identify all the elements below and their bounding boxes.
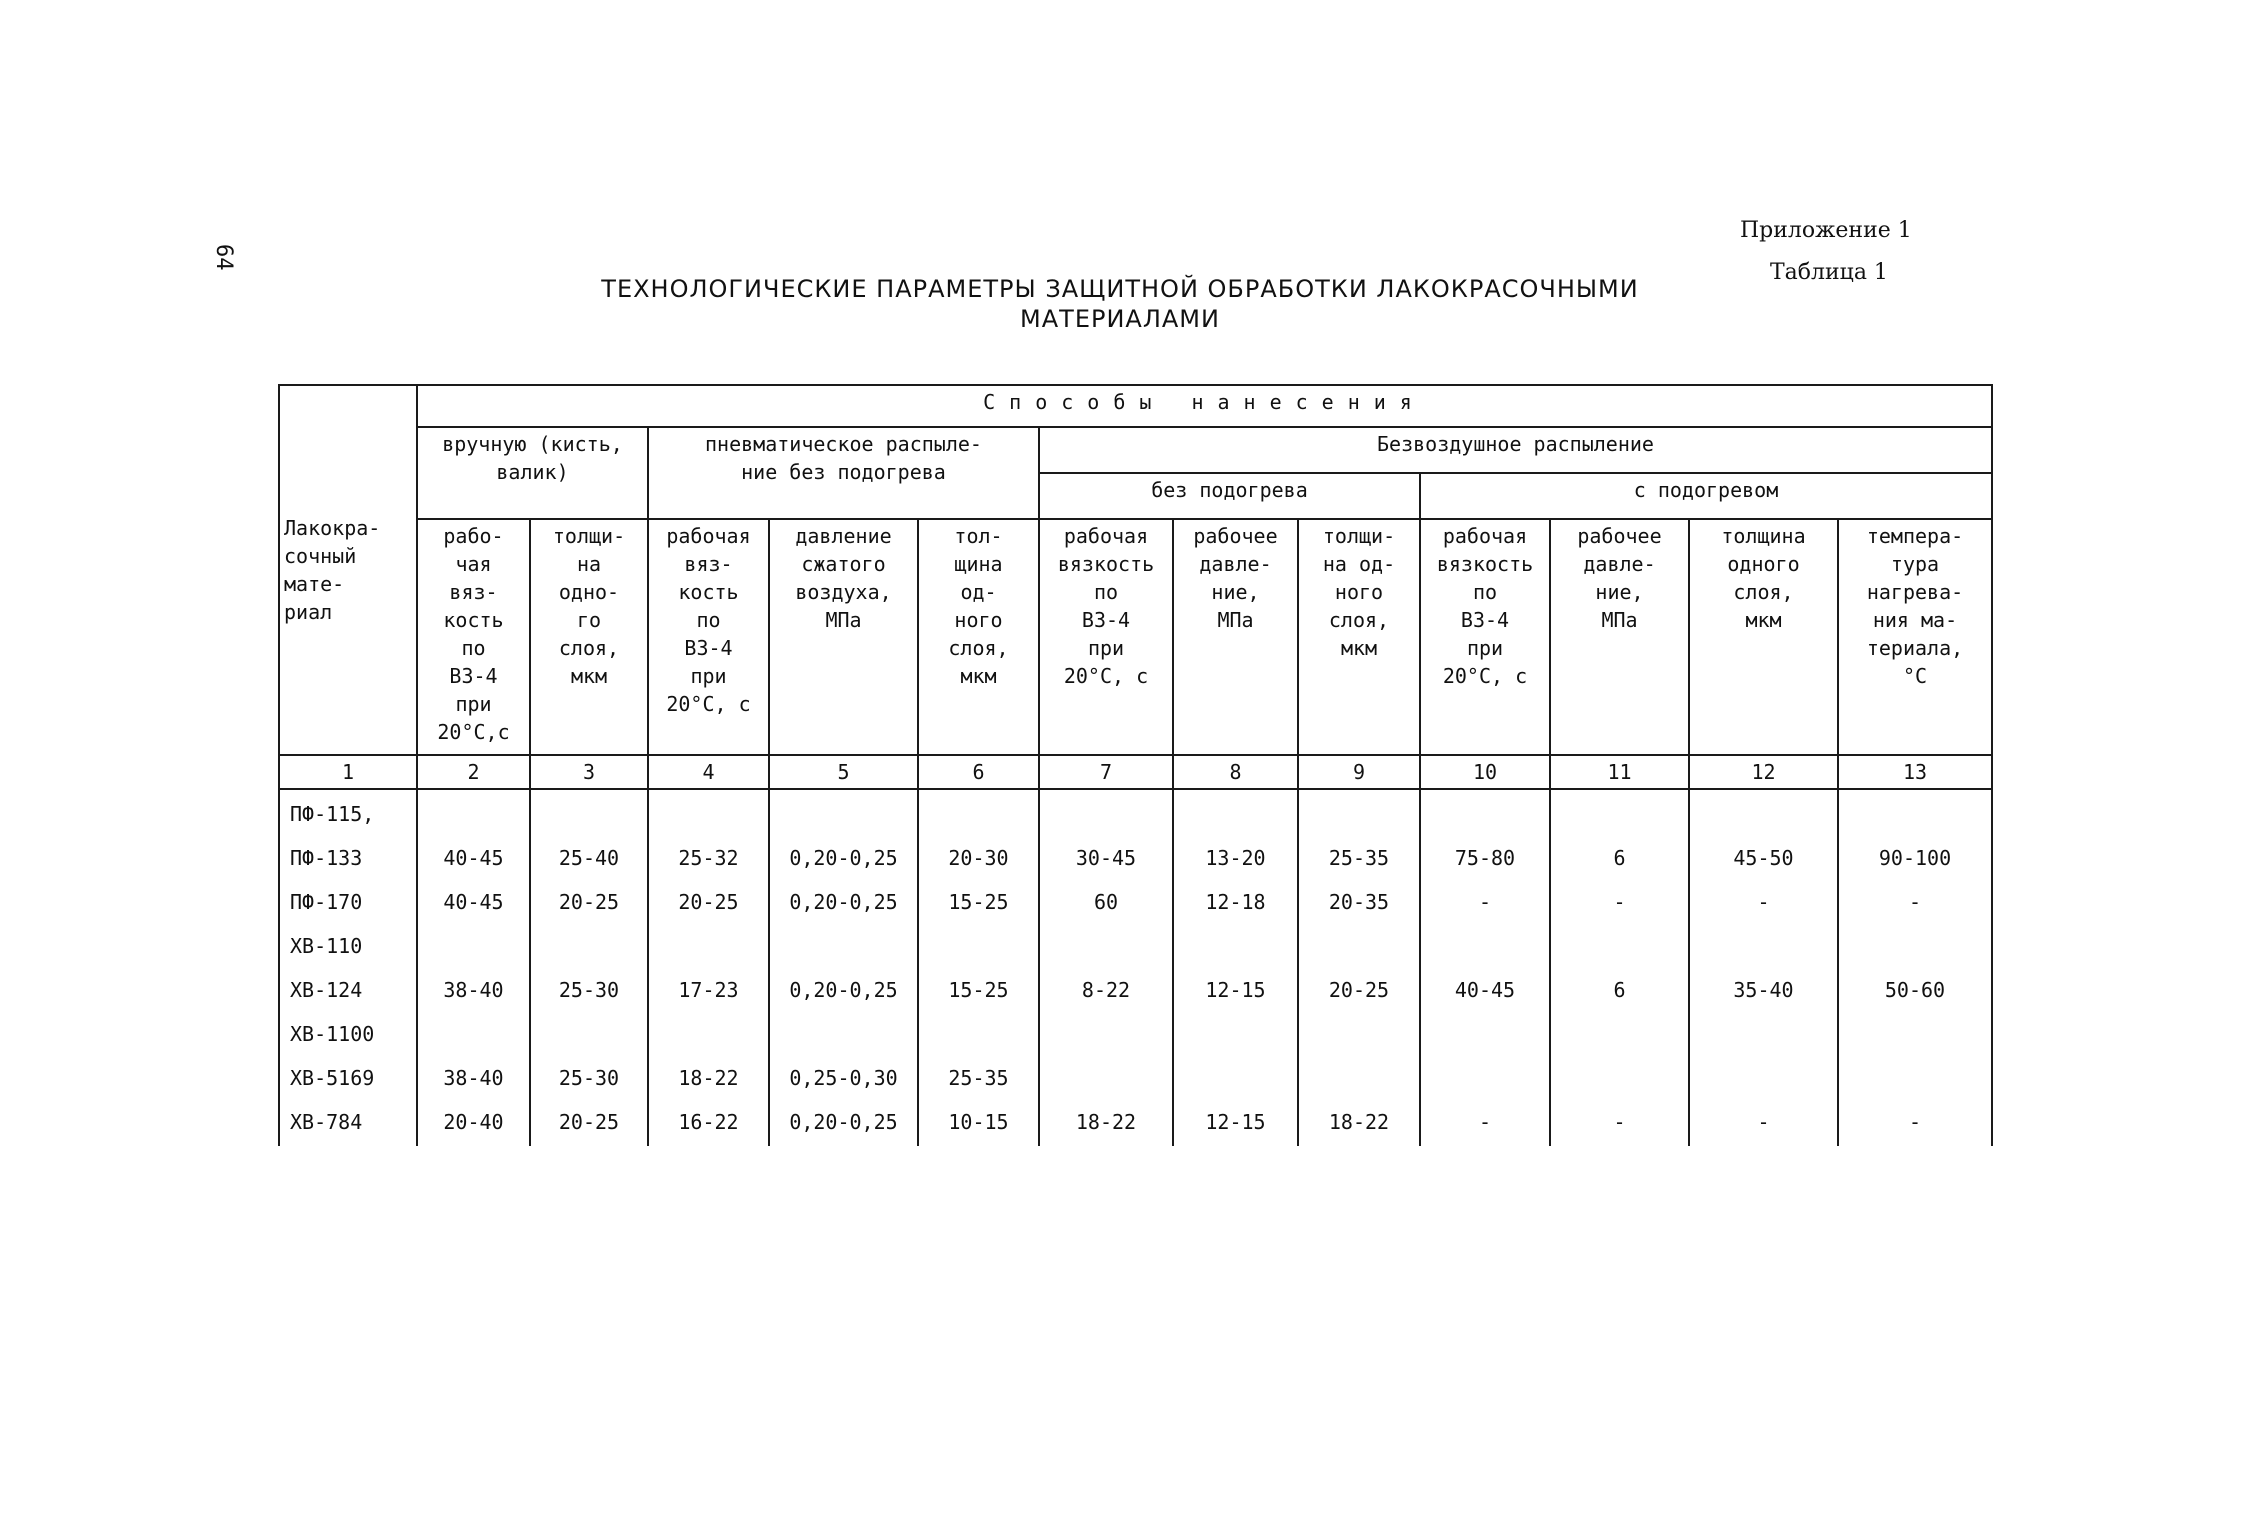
table-cell: 18-22 bbox=[1075, 1110, 1137, 1134]
table-cell bbox=[1555, 1056, 1684, 1100]
table-cell: - bbox=[1478, 890, 1492, 914]
table-label: Таблица 1 bbox=[1770, 260, 1888, 285]
with-heating-header: с подогревом bbox=[1420, 473, 1992, 519]
table-cell: - bbox=[1478, 1110, 1492, 1134]
value-column-6 bbox=[918, 789, 1039, 1146]
table-cell: - bbox=[1613, 890, 1626, 914]
table-cell: 17-23 bbox=[678, 978, 739, 1002]
table-cell: 8-22 bbox=[1081, 978, 1131, 1002]
page-title: ТЕХНОЛОГИЧЕСКИЕ ПАРАМЕТРЫ ЗАЩИТНОЙ ОБРАБОТКИ ЛАКОКРАСОЧНЫМИ МАТЕРИАЛАМИ bbox=[601, 275, 1639, 333]
appendix-label: Приложение 1 bbox=[1740, 218, 1912, 243]
table-cell bbox=[1303, 1056, 1415, 1100]
value-column-3 bbox=[530, 789, 648, 1146]
value-column-9 bbox=[1298, 789, 1420, 1146]
table-cell: 40-45 bbox=[443, 890, 504, 914]
table-cell: - bbox=[1613, 1110, 1626, 1134]
table-cell: - bbox=[1757, 1110, 1770, 1134]
methods-header: Способы нанесения bbox=[417, 385, 1992, 427]
table-cell bbox=[1425, 1056, 1545, 1100]
table-cell: 12-15 bbox=[1205, 978, 1266, 1002]
table-cell: 25-40 bbox=[558, 846, 620, 870]
parameters-table bbox=[278, 384, 1993, 1146]
column-header-7: рабочая вязкость по ВЗ-4 при 20°С, с bbox=[1039, 519, 1173, 755]
column-header-9: толщи- на од- ного слоя, мкм bbox=[1298, 519, 1420, 755]
value-column-5 bbox=[769, 789, 918, 1146]
column-number: 5 bbox=[769, 755, 918, 789]
column-number: 7 bbox=[1039, 755, 1173, 789]
value-column-10 bbox=[1420, 789, 1550, 1146]
table-cell: 0,25-0,30 bbox=[789, 1066, 898, 1090]
column-header-4: рабочая вяз- кость по ВЗ-4 при 20°С, с bbox=[648, 519, 769, 755]
table-cell: 16-22 bbox=[678, 1110, 739, 1134]
table-cell: 0,20-0,25 bbox=[789, 846, 898, 870]
table-cell: 20-25 bbox=[1328, 978, 1390, 1002]
table-cell: 12-18 bbox=[1205, 890, 1266, 914]
table-cell: 75-80 bbox=[1454, 846, 1516, 870]
column-header-13: темпера- тура нагрева- ния ма- териала, °С bbox=[1838, 519, 1992, 755]
table-cell: 20-40 bbox=[443, 1110, 504, 1134]
value-column-2 bbox=[417, 789, 530, 1146]
value-column-13 bbox=[1838, 789, 1992, 1146]
column-header-12: толщина одного слоя, мкм bbox=[1689, 519, 1838, 755]
table-cell bbox=[1178, 1056, 1293, 1100]
table-cell: 25-32 bbox=[678, 846, 739, 870]
column-number: 3 bbox=[530, 755, 648, 789]
material-column bbox=[279, 789, 417, 1146]
table-cell: 40-45 bbox=[1454, 978, 1516, 1002]
column-header-3: толщи- на одно- го слоя, мкм bbox=[530, 519, 648, 755]
column-header-2: рабо- чая вяз- кость по ВЗ-4 при 20°С,с bbox=[417, 519, 530, 755]
table-cell: 18-22 bbox=[678, 1066, 739, 1090]
material-header: Лакокра- сочный мате- риал bbox=[279, 385, 417, 755]
table-cell: 20-25 bbox=[558, 1110, 620, 1134]
value-column-7 bbox=[1039, 789, 1173, 1146]
table-cell: 15-25 bbox=[948, 890, 1009, 914]
table-cell bbox=[1843, 1056, 1987, 1100]
table-cell bbox=[1044, 1056, 1168, 1100]
table-cell: 12-15 bbox=[1205, 1110, 1266, 1134]
material-name: ХВ-5169 bbox=[290, 1066, 375, 1090]
table-cell: 38-40 bbox=[443, 1066, 504, 1090]
value-column-11 bbox=[1550, 789, 1689, 1146]
table-cell: 90-100 bbox=[1878, 846, 1952, 870]
table-cell: - bbox=[1908, 1110, 1922, 1134]
table-cell bbox=[1694, 1056, 1833, 1100]
table-cell: 20-30 bbox=[948, 846, 1009, 870]
table-cell: 45-50 bbox=[1733, 846, 1794, 870]
column-number: 4 bbox=[648, 755, 769, 789]
page-number: 64 bbox=[211, 244, 236, 271]
column-header-5: давление сжатого воздуха, МПа bbox=[769, 519, 918, 755]
value-column-4 bbox=[648, 789, 769, 1146]
table-cell: 30-45 bbox=[1075, 846, 1137, 870]
column-number: 10 bbox=[1420, 755, 1550, 789]
table-cell: 18-22 bbox=[1328, 1110, 1390, 1134]
column-number: 13 bbox=[1838, 755, 1992, 789]
airless-header: Безвоздушное распыление bbox=[1039, 427, 1992, 473]
table-cell: 0,20-0,25 bbox=[789, 890, 898, 914]
table-cell: 0,20-0,25 bbox=[789, 1110, 898, 1134]
column-number: 2 bbox=[417, 755, 530, 789]
material-name: ХВ-784 bbox=[290, 1110, 363, 1134]
table-cell: 20-35 bbox=[1328, 890, 1390, 914]
table-cell: 50-60 bbox=[1884, 978, 1946, 1002]
value-column-8 bbox=[1173, 789, 1298, 1146]
table-cell: 0,20-0,25 bbox=[789, 978, 898, 1002]
column-header-11: рабочее давле- ние, МПа bbox=[1550, 519, 1689, 755]
table-cell: - bbox=[1908, 890, 1922, 914]
table-cell: 15-25 bbox=[948, 978, 1009, 1002]
manual-header: вручную (кисть, валик) bbox=[417, 427, 648, 519]
material-name: ПФ-170 bbox=[290, 890, 363, 914]
column-number: 9 bbox=[1298, 755, 1420, 789]
table-cell: 10-15 bbox=[948, 1110, 1009, 1134]
table-cell: 60 bbox=[1093, 890, 1119, 914]
table-cell: - bbox=[1757, 890, 1770, 914]
table-cell: 13-20 bbox=[1205, 846, 1266, 870]
column-number: 11 bbox=[1550, 755, 1689, 789]
table-cell: 38-40 bbox=[443, 978, 504, 1002]
table-cell: 35-40 bbox=[1733, 978, 1794, 1002]
table-cell: 25-35 bbox=[1328, 846, 1390, 870]
table-cell: 25-30 bbox=[558, 1066, 620, 1090]
no-heating-header: без подогрева bbox=[1039, 473, 1420, 519]
table-cell: 20-25 bbox=[558, 890, 620, 914]
table-cell: 6 bbox=[1613, 978, 1626, 1002]
table-cell: 20-25 bbox=[678, 890, 739, 914]
table-cell: 40-45 bbox=[443, 846, 504, 870]
column-header-6: тол- щина од- ного слоя, мкм bbox=[918, 519, 1039, 755]
column-number: 1 bbox=[279, 755, 417, 789]
table-cell: 25-30 bbox=[558, 978, 620, 1002]
table-cell: 6 bbox=[1613, 846, 1626, 870]
column-header-10: рабочая вязкость по ВЗ-4 при 20°С, с bbox=[1420, 519, 1550, 755]
material-name: ПФ-115, ПФ-133 bbox=[290, 802, 375, 870]
table-cell: 25-35 bbox=[948, 1066, 1009, 1090]
column-number: 12 bbox=[1689, 755, 1838, 789]
material-name: ХВ-110 ХВ-124 ХВ-1100 bbox=[290, 934, 375, 1046]
value-column-12 bbox=[1689, 789, 1838, 1146]
column-number: 8 bbox=[1173, 755, 1298, 789]
column-number: 6 bbox=[918, 755, 1039, 789]
pneumatic-header: пневматическое распыле- ние без подогрева bbox=[648, 427, 1039, 519]
column-header-8: рабочее давле- ние, МПа bbox=[1173, 519, 1298, 755]
